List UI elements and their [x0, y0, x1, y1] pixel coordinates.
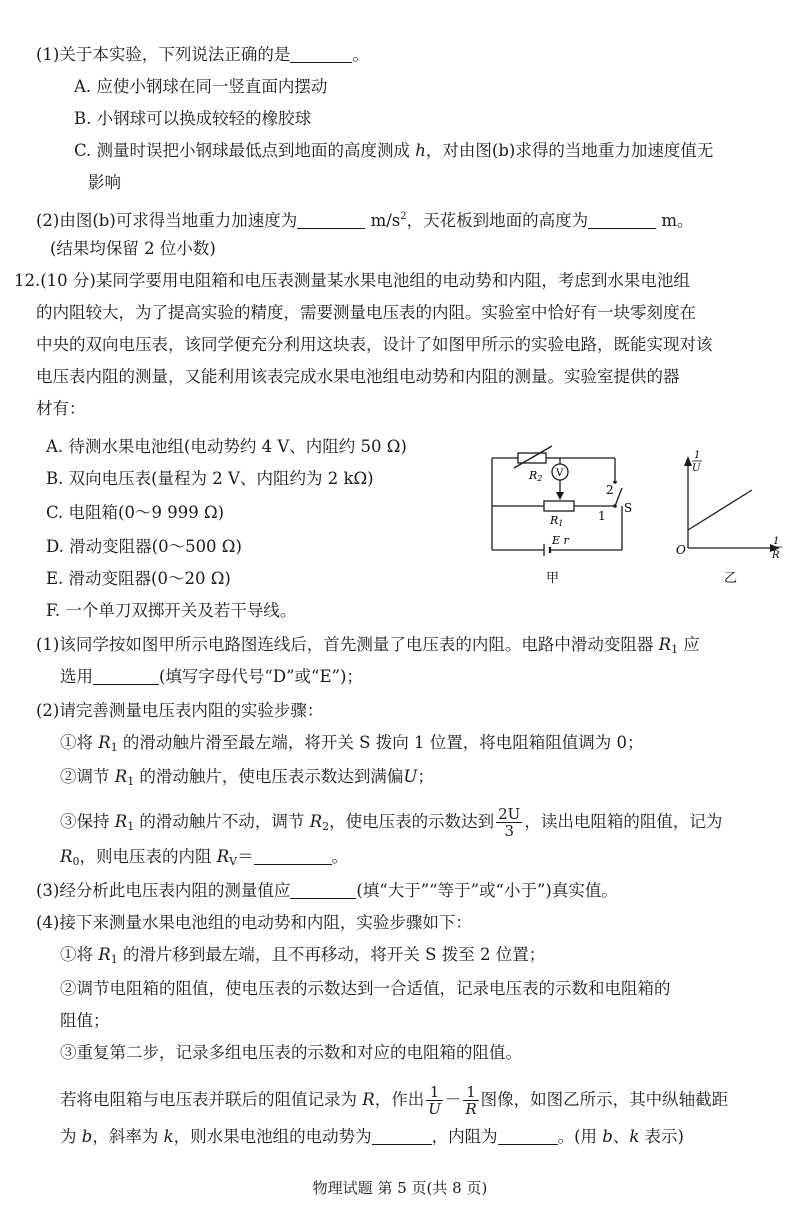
- q12-part4-step3: ③重复第二步，记录多组电压表的示数和对应的电阻箱的阻值。: [60, 1043, 522, 1062]
- q12-item-d: D. 滑动变阻器(0～500 Ω): [46, 537, 242, 556]
- x-label-num: 1: [773, 536, 780, 547]
- q11-option-a: A. 应使小钢球在同一竖直面内摆动: [74, 77, 328, 96]
- circuit-caption: 甲: [546, 571, 560, 586]
- svg-text:R1: R1: [550, 514, 564, 528]
- q12-intro-3: 中央的双向电压表，该同学便充分利用这块表，设计了如图甲所示的实验电路，既能实现对该: [36, 335, 713, 354]
- q12-item-f: F. 一个单刀双掷开关及若干导线。: [46, 601, 297, 620]
- q11-option-b: B. 小钢球可以换成较轻的橡胶球: [74, 109, 312, 128]
- q12-part4-graph-desc: 若将电阻箱与电压表并联后的阻值记录为 R，作出 $\frac{1}{U}$ － $\frac{1}{R}$ 图像，如图乙所示，其中纵轴截距: [60, 1083, 729, 1118]
- y-label-den: U: [692, 463, 701, 474]
- slider-arrow-icon: [556, 492, 564, 500]
- x-label-den: R: [772, 550, 780, 561]
- q12-item-c: C. 电阻箱(0～9 999 Ω): [46, 503, 225, 522]
- q12-part1-cont: 选用 (填写字母代号“D”或“E”)；: [60, 667, 363, 686]
- q12-part4-step1: ①将 $R_1$ 的滑片移到最左端，且不再移动，将开关 S 拨至 2 位置；: [60, 945, 546, 966]
- q12-step1: ①将 $R_1$ 的滑动触片滑至最左端，将开关 S 拨向 1 位置，将电阻箱阻值调为 0；: [60, 733, 644, 754]
- switch-position-2: 2: [606, 483, 614, 497]
- q12-intro-4: 电压表内阻的测量，又能利用该表完成水果电池组电动势和内阻的测量。实验室提供的器: [36, 367, 680, 386]
- q12-part4: (4)接下来测量水果电池组的电动势和内阻，实验步骤如下：: [36, 913, 472, 932]
- q12-intro-5: 材有：: [36, 399, 86, 418]
- svg-text:R2: R2: [529, 469, 543, 483]
- q12-part2: (2)请完善测量电压表内阻的实验步骤：: [36, 701, 324, 720]
- q12-intro: 12.(10 分)某同学要用电阻箱和电压表测量某水果电池组的电动势和内阻，考虑到水果电池组: [14, 271, 690, 290]
- q12-part1: (1)该同学按如图甲所示电路图连线后，首先测量了电压表的内阻。电路中滑动变阻器 $R_1$ 应: [36, 635, 700, 656]
- svg-text:E r: [551, 534, 570, 547]
- graph-origin: O: [676, 543, 686, 557]
- fraction-2u-3: $\frac{2U}{3}$: [498, 805, 521, 840]
- switch-position-1: 1: [598, 509, 606, 523]
- battery-emf-label: E: [552, 534, 561, 547]
- q12-part3: (3)经分析此电压表内阻的测量值应 (填“大于”“等于”或“小于”)真实值。: [36, 881, 618, 900]
- q12-part4-step2-cont: 阻值；: [60, 1011, 110, 1030]
- switch-label: S: [624, 501, 633, 515]
- y-label-num: 1: [694, 450, 701, 461]
- q12-part4-step2: ②调节电阻箱的阻值，使电压表的示数达到一合适值，记录电压表的示数和电阻箱的: [60, 979, 671, 998]
- y-axis-arrow-icon: [684, 456, 692, 466]
- fraction-1-over-u: $\frac{1}{U}$: [428, 1083, 441, 1118]
- q11-option-c-cont: 影响: [88, 173, 121, 192]
- q11-note: (结果均保留 2 位小数): [50, 239, 216, 258]
- q11-option-c: C. 测量时误把小钢球最低点到地面的高度测成 h，对由图(b)求得的当地重力加速度值无: [74, 141, 714, 160]
- fraction-1-over-r: $\frac{1}{R}$: [465, 1083, 477, 1118]
- circuit-label-r2: R: [529, 469, 538, 482]
- battery-resistance-label: r: [563, 534, 569, 547]
- q12-item-a: A. 待测水果电池组(电动势约 4 V、内阻约 50 Ω): [46, 437, 407, 456]
- q12-item-b: B. 双向电压表(量程为 2 V、内阻约为 2 kΩ): [46, 469, 374, 488]
- q12-item-e: E. 滑动变阻器(0～20 Ω): [46, 569, 231, 588]
- voltmeter-label: V: [556, 468, 564, 479]
- q11-part2: (2)由图(b)可求得当地重力加速度为 $m/s^2$，天花板到地面的高度为 m。: [36, 211, 694, 230]
- q12-step3-cont: $R_0$，则电压表的内阻 $R_V=$ 。: [60, 847, 349, 868]
- graph-1u-1r: [672, 444, 792, 594]
- q12-intro-2: 的内阻较大，为了提高实验的精度，需要测量电压表的内阻。实验室中恰好有一块零刻度在: [36, 303, 696, 322]
- circuit-diagram: [480, 444, 640, 594]
- page-footer: 物理试题 第 5 页(共 8 页): [312, 1179, 488, 1197]
- q11-part1: (1)关于本实验，下列说法正确的是 。: [36, 45, 369, 64]
- graph-line: [688, 490, 752, 530]
- q12-step2: ②调节 $R_1$ 的滑动触片，使电压表示数达到满偏U；: [60, 767, 434, 788]
- graph-caption: 乙: [724, 571, 738, 586]
- q12-step3: ③保持 $R_1$ 的滑动触片不动，调节 $R_2$，使电压表的示数达到 $\frac{2U}{3}$ ，读出电阻箱的阻值，记为: [60, 805, 723, 840]
- circuit-label-r1: R: [550, 514, 559, 527]
- q12-part4-answer: 为 b，斜率为 k，则水果电池组的电动势为 ，内阻为 。(用 b、k 表示): [60, 1127, 684, 1146]
